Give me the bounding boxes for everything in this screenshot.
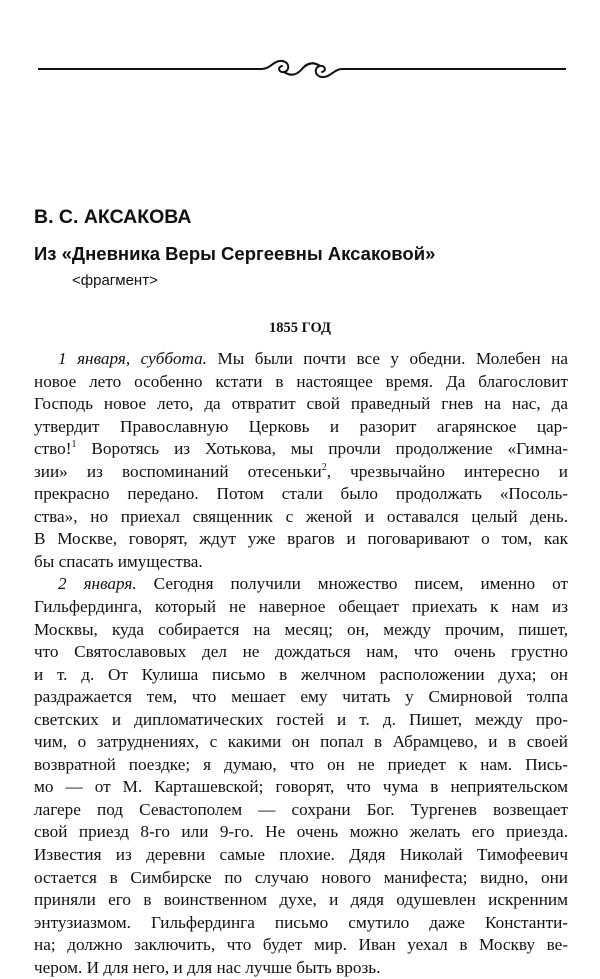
text-line: и т. д. От Кулиша письмо в желчном расположении духа; он	[34, 664, 568, 684]
text-line: утвердит Православную Церковь и разорит агарянское цар-	[34, 416, 568, 436]
text-line: энтузиазмом. Гильфердинга письмо смутило даже Константи-	[34, 912, 568, 932]
text-line: возвратной поездке; я думаю, что он не приедет к нам. Пись-	[34, 754, 568, 774]
entry-date: 1 января, суббота.	[58, 349, 207, 368]
text-line: что Святославовых дел не дождаться нам, что очень грустно	[34, 642, 568, 662]
text-line: остается в Симбирске по случаю нового манифеста; видно, они	[34, 867, 568, 887]
text-line: раздражается тем, что мешает ему читать у Смирновой толпа	[34, 687, 568, 707]
author-heading: В. С. АКСАКОВА	[34, 206, 192, 228]
text-line: чим, о затруднениях, с какими он попал в Абрамцево, и в своей	[34, 732, 568, 752]
footnote-marker: 2	[321, 461, 327, 473]
fragment-note: <фрагмент>	[72, 272, 158, 289]
decorative-ornament-divider	[38, 54, 566, 84]
text-line: ства», но приехал священник с женой и оставался целый день.	[34, 506, 568, 526]
text-line: свой приезд 8-го или 9-го. Не очень можно желать его приезда.	[34, 822, 568, 842]
text-line: 2 января. Сегодня получили множество писем, именно от	[58, 574, 568, 594]
diary-text	[34, 348, 568, 979]
work-title: Из «Дневника Веры Сергеевны Аксаковой»	[34, 243, 436, 264]
text-line: В Москве, говорят, ждут уже врагов и поговаривают о том, как	[34, 529, 568, 549]
text-line: Известия из деревни самые плохие. Дядя Николай Тимофеевич	[34, 845, 568, 865]
text-line: зии» из воспоминаний отесеньки$^2$, чрезвычайно интересно и	[34, 461, 568, 481]
flourish-icon	[262, 61, 342, 77]
text-line: Москвы, куда собирается на месяц; он, между прочим, пишет,	[34, 619, 568, 639]
text-line: бы спасать имущества.	[34, 551, 203, 571]
text-line: чером. И для него, и для нас лучше быть врозь.	[34, 957, 381, 977]
footnote-marker: 1	[71, 439, 77, 451]
text-line: ство!$^1$ Воротясь из Хотькова, мы прочли продолжение «Гимна-	[34, 439, 568, 459]
text-line: Гильфердинга, который не наверное обещает приехать к нам из	[34, 597, 568, 617]
text-line: прекрасно передано. Потом стали было продолжать «Посоль-	[34, 484, 568, 504]
text-line: Господь новое лето, да отвратит свой праведный гнев на нас, да	[34, 394, 568, 414]
text-line: лагере под Севастополем — сохрани Бог. Тургенев возвещает	[34, 799, 568, 819]
text-line: светских и дипломатических гостей и т. д. Пишет, между про-	[34, 709, 568, 729]
text-line: мо — от М. Карташевской; говорят, что чума в неприятельском	[34, 777, 568, 797]
text-line: 1 января, суббота. Мы были почти все у обедни. Молебен на	[58, 349, 568, 368]
text-line: приняли его в воинственном духе, и дядя одушевлен искренним	[34, 890, 568, 910]
entry-date: 2 января.	[58, 574, 137, 594]
text-line: на; должно заключить, что будет мир. Иван уехал в Москву ве-	[34, 935, 568, 955]
text-line: новое лето особенно кстати в настоящее время. Да благословит	[34, 371, 568, 391]
year-heading: 1855 ГОД	[268, 320, 332, 336]
